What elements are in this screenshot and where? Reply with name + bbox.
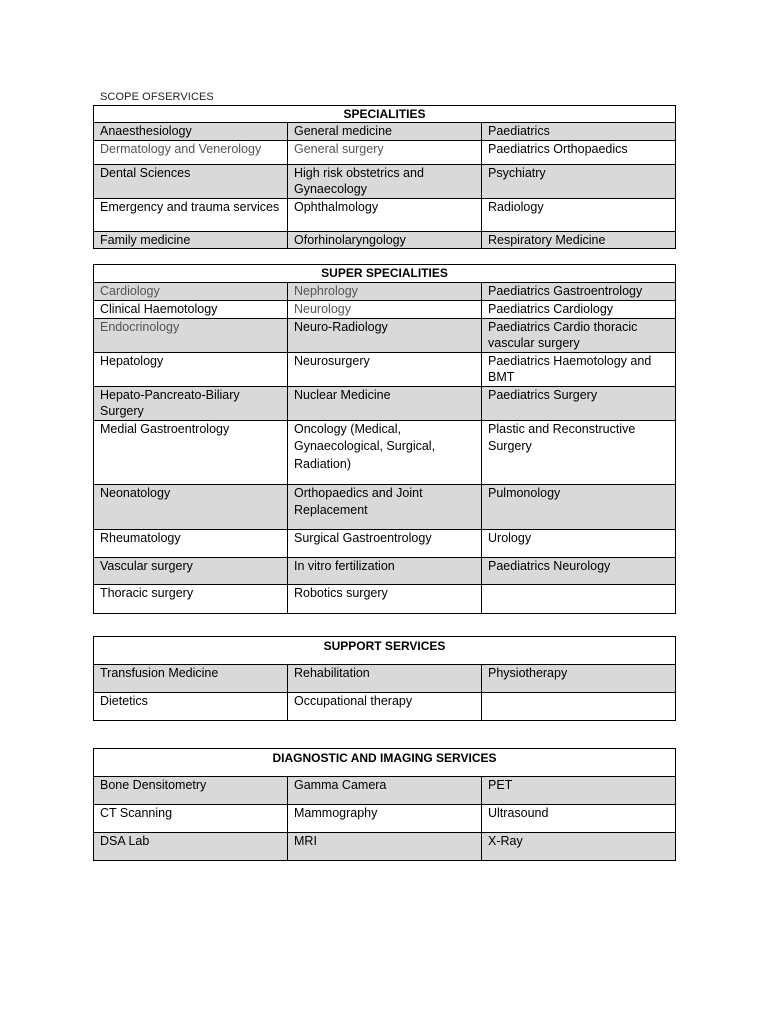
table-cell: Urology [482,529,676,557]
table-cell: Surgical Gastroentrology [288,529,482,557]
table-cell: Dermatology and Venerology [94,140,288,164]
table-cell: In vitro fertilization [288,557,482,584]
table-cell: Ophthalmology [288,198,482,231]
table-cell: Anaesthesiology [94,123,288,141]
table-cell: Neuro-Radiology [288,318,482,352]
table-cell: Paediatrics Haemotology and BMT [482,352,676,386]
table-cell: Psychiatry [482,164,676,198]
table-cell: Paediatrics [482,123,676,141]
table-cell: High risk obstetrics and Gynaecology [288,164,482,198]
document-heading: SCOPE OFSERVICES [100,91,214,103]
table-cell: Neonatology [94,484,288,529]
table-cell: Robotics surgery [288,584,482,613]
table-cell: Oncology (Medical, Gynaecological, Surgical, Radiation) [288,420,482,484]
table-cell: General medicine [288,123,482,141]
table-cell: Rehabilitation [288,665,482,693]
table-cell: Medial Gastroentrology [94,420,288,484]
table-cell: Endocrinology [94,318,288,352]
table-cell: X-Ray [482,833,676,861]
table-cell: Bone Densitometry [94,777,288,805]
table-cell: Rheumatology [94,529,288,557]
table-cell: Dietetics [94,693,288,721]
table-cell: Radiology [482,198,676,231]
table-cell: DSA Lab [94,833,288,861]
specialities-title: SPECIALITIES [94,106,676,123]
table-cell [482,693,676,721]
table-cell: Paediatrics Orthopaedics [482,140,676,164]
table-cell: Emergency and trauma services [94,198,288,231]
table-cell: Paediatrics Neurology [482,557,676,584]
table-cell: Mammography [288,805,482,833]
support-services-title: SUPPORT SERVICES [94,637,676,665]
super-specialities-table [93,264,676,614]
table-cell: Cardiology [94,283,288,301]
table-cell: Family medicine [94,231,288,249]
super-specialities-title: SUPER SPECIALITIES [94,265,676,283]
table-cell [482,584,676,613]
table-cell: Paediatrics Cardio thoracic vascular surgery [482,318,676,352]
table-cell: Vascular surgery [94,557,288,584]
table-cell: Nuclear Medicine [288,386,482,420]
table-cell: Hepato-Pancreato-Biliary Surgery [94,386,288,420]
table-cell: Ultrasound [482,805,676,833]
table-cell: Oforhinolaryngology [288,231,482,249]
table-cell: PET [482,777,676,805]
table-cell: Paediatrics Gastroentrology [482,283,676,301]
table-cell: Orthopaedics and Joint Replacement [288,484,482,529]
diagnostic-imaging-table [93,748,676,861]
table-cell: Neurosurgery [288,352,482,386]
table-cell: Transfusion Medicine [94,665,288,693]
table-cell: Thoracic surgery [94,584,288,613]
table-cell: Paediatrics Cardiology [482,301,676,319]
table-cell: Occupational therapy [288,693,482,721]
table-cell: Paediatrics Surgery [482,386,676,420]
table-cell: Plastic and Reconstructive Surgery [482,420,676,484]
table-cell: Clinical Haemotology [94,301,288,319]
table-cell: Nephrology [288,283,482,301]
table-cell: Dental Sciences [94,164,288,198]
table-cell: Neurology [288,301,482,319]
table-cell: Pulmonology [482,484,676,529]
table-cell: Gamma Camera [288,777,482,805]
table-cell: Hepatology [94,352,288,386]
table-cell: Respiratory Medicine [482,231,676,249]
diagnostic-imaging-title: DIAGNOSTIC AND IMAGING SERVICES [94,749,676,777]
table-cell: General surgery [288,140,482,164]
support-services-table [93,636,676,721]
table-cell: MRI [288,833,482,861]
table-cell: Physiotherapy [482,665,676,693]
specialities-table [93,105,676,249]
table-cell: CT Scanning [94,805,288,833]
